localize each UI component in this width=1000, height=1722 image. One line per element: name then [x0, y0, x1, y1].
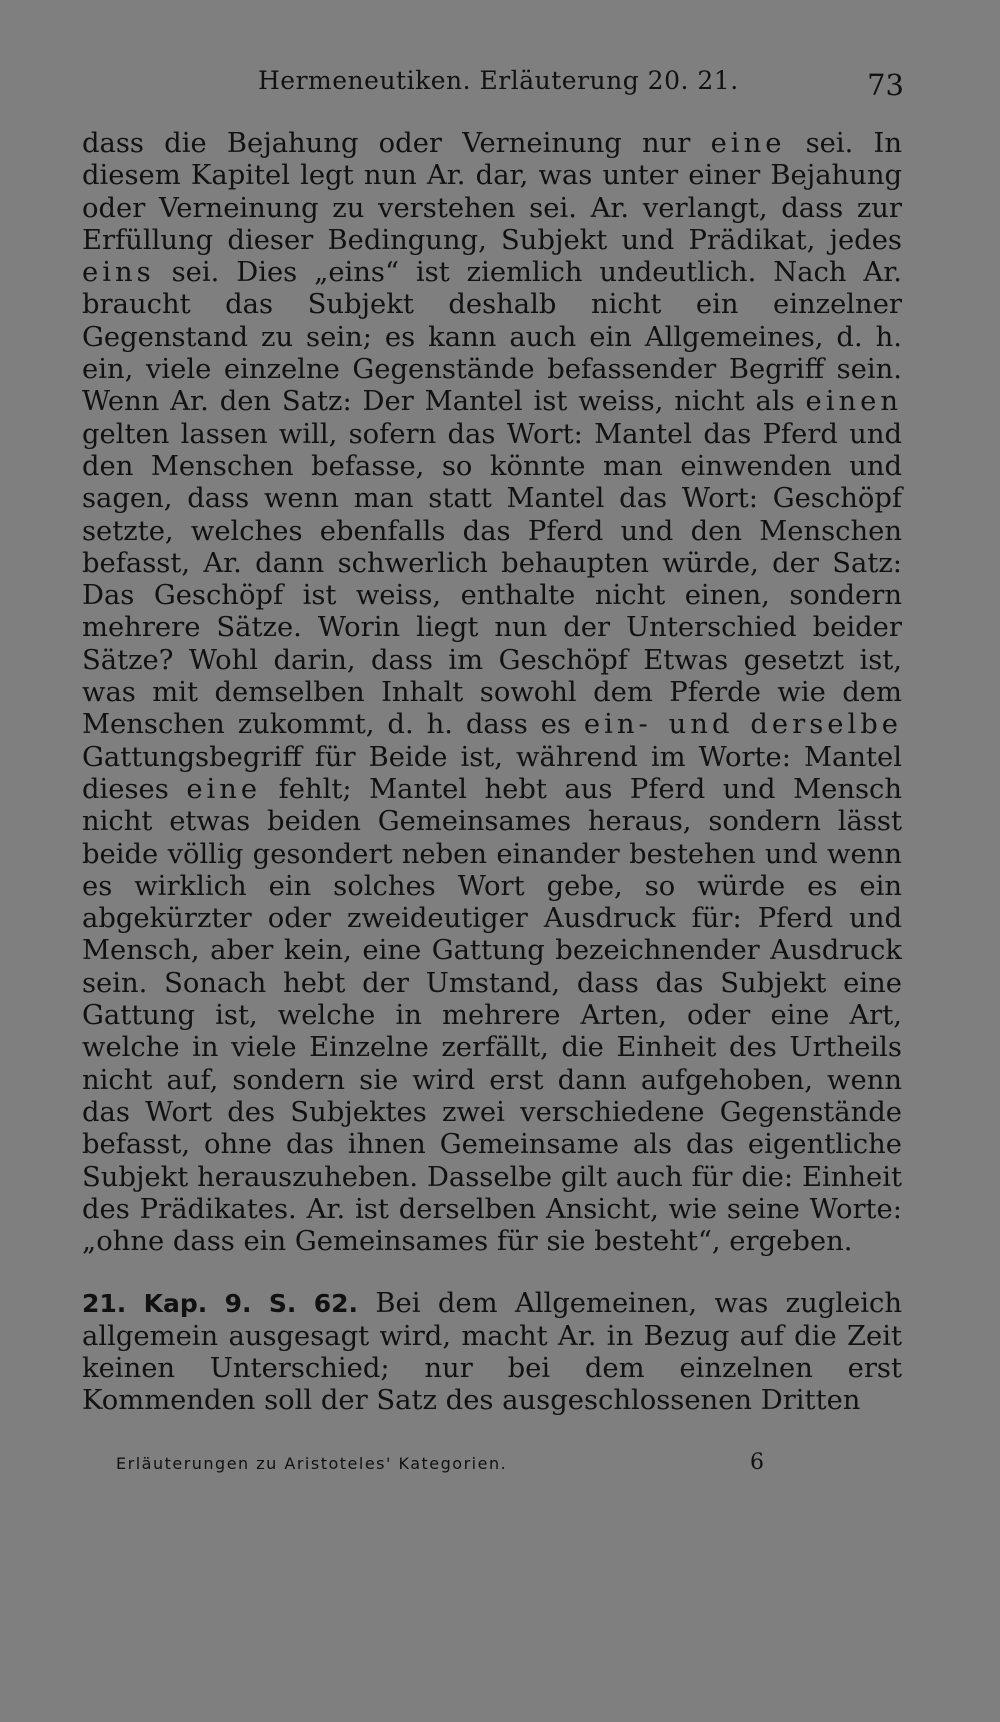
section-heading: 21. Kap. 9. S. 62.: [82, 1289, 359, 1319]
paragraph: [82, 1288, 902, 1417]
text-segment: gelten lassen will, sofern das Wort: Mantel das Pferd und den Menschen befasse, so könnte man einwenden und sagen, dass wenn man statt Mantel das Wort: Geschöpf setzte, welches ebenfalls das Pferd und den Menschen befasst, Ar. dann schwerlich behaupten würde, der Satz: Das Geschöpf ist weiss, enthalte nicht einen, sondern mehrere Sätze. Worin liegt nun der Unterschied beider Sätze? Wohl darin, dass im Geschöpf Etwas gesetzt ist, was mit demselben Inhalt sowohl dem Pferde wie dem Menschen zukommt, d. h. dass es: [82, 418, 902, 741]
footer-text: Erläuterungen zu Aristoteles' Kategorien.: [116, 1454, 508, 1473]
text-segment: sei. Dies „eins“ ist ziemlich undeutlich. Nach Ar. braucht das Subjekt deshalb nicht ein einzelner Gegenstand zu sein; es kann auch ein Allgemeines, d. h. ein, viele einzelne Gegenstände befassender Begriff sein. Wenn Ar. den Satz: Der Mantel ist weiss, nicht als: [82, 257, 902, 418]
text-segment: fehlt; Mantel hebt aus Pferd und Mensch nicht etwas beiden Gemeinsames heraus, sondern lässt beide völlig gesondert neben einander bestehen und wenn es wirklich ein solches Wort gebe, so würde es ein abgekürzter oder zweideutiger Ausdruck für: Pferd und Mensch, aber kein, eine Gattung bezeichnender Ausdruck sein. Sonach hebt der Umstand, dass das Subjekt eine Gattung ist, welche in mehrere Arten, oder eine Art, welche in viele Einzelne zerfällt, die Einheit des Urtheils nicht auf, sondern sie wird erst dann aufgehoben, wenn das Wort des Subjektes zwei verschiedene Gegenstände befasst, ohne das ihnen Gemeinsame als das eigentliche Subjekt herauszuheben. Dasselbe gilt auch für die: Einheit des Prädikates. Ar. ist derselben Ansicht, wie seine Worte: „ohne dass ein Gemeinsames für sie besteht“, ergeben.: [82, 773, 902, 1258]
text-segment: Gattungsbegriff für Beide ist, während im Worte: Mantel dieses: [82, 741, 902, 805]
body-text: [82, 128, 902, 1418]
signature-mark: 6: [750, 1450, 764, 1475]
page-number: 73: [867, 68, 904, 102]
emphasis-text: ein- und derselbe: [583, 709, 902, 741]
paragraph: [82, 128, 902, 1258]
page-footer: [116, 1450, 766, 1480]
emphasis-text: eine: [710, 128, 786, 159]
text-segment: sei. In diesem Kapitel legt nun Ar. dar, was unter einer Bejahung oder Verneinung zu verstehen sei. Ar. verlangt, dass zur Erfüllung dieser Bedingung, Subjekt und Prädikat, jedes: [82, 128, 902, 256]
emphasis-text: einen: [805, 386, 902, 418]
running-head: [84, 66, 904, 106]
text-segment: Bei dem Allgemeinen, was zugleich allgemein ausgesagt wird, macht Ar. in Bezug auf die Zeit keinen Unterschied; nur bei dem einzelnen erst Kommenden soll der Satz des ausgeschlossenen Dritten: [82, 1288, 903, 1417]
text-segment: dass die Bejahung oder Verneinung nur: [82, 128, 711, 159]
emphasis-text: eine: [186, 773, 262, 805]
running-head-title: Hermeneutiken. Erläuterung 20. 21.: [258, 66, 739, 95]
emphasis-text: eins: [82, 257, 155, 289]
